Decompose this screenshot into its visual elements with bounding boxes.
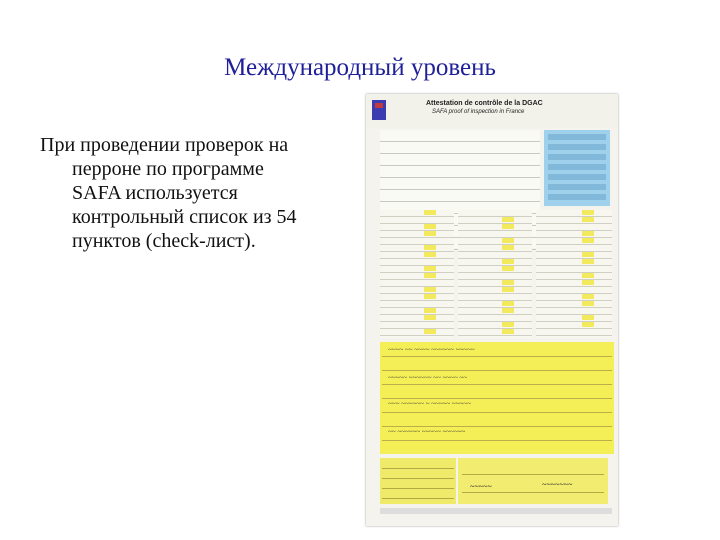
slide-body-text	[40, 133, 350, 253]
info-box-line	[548, 174, 606, 180]
checklist-row	[458, 308, 532, 315]
checklist-row	[458, 224, 532, 231]
checklist-row	[458, 329, 532, 336]
info-row	[380, 142, 540, 154]
footer-line	[462, 492, 604, 493]
info-row	[380, 166, 540, 178]
checklist-row	[380, 231, 454, 238]
checklist-row	[380, 280, 454, 287]
checklist-row	[380, 315, 454, 322]
handwritten-remark: ~~~~~ ~~~~~~ ~~ ~~~~ ~~	[388, 374, 467, 382]
checklist-mark	[424, 224, 436, 229]
checklist-column	[536, 210, 612, 338]
checklist-mark	[582, 294, 594, 299]
checklist-row	[458, 266, 532, 273]
checklist-mark	[502, 238, 514, 243]
handwritten-remark: ~~~ ~~~~~~ ~ ~~~~~ ~~~~~	[388, 400, 471, 408]
checklist-mark	[502, 322, 514, 327]
checklist-mark	[582, 322, 594, 327]
checklist-mark	[424, 245, 436, 250]
checklist-mark	[502, 308, 514, 313]
signature-block	[458, 458, 608, 504]
info-box-line	[548, 164, 606, 170]
signature-mark: ~~~~~~~	[542, 480, 573, 489]
remark-line	[382, 398, 612, 399]
checklist-mark	[502, 259, 514, 264]
remark-line	[382, 412, 612, 413]
remark-line	[382, 370, 612, 371]
checklist-row	[458, 273, 532, 280]
checklist-mark	[424, 252, 436, 257]
info-box-line	[548, 194, 606, 200]
form-header	[366, 94, 618, 128]
body-line-1: При проведении проверок на	[40, 134, 289, 156]
checklist-row	[536, 217, 612, 224]
checklist-row	[536, 245, 612, 252]
checklist-row	[458, 315, 532, 322]
checklist-mark	[502, 245, 514, 250]
checklist-row	[536, 210, 612, 217]
checklist-row	[458, 280, 532, 287]
checklist-mark	[424, 308, 436, 313]
checklist-row	[380, 322, 454, 329]
checklist-mark	[582, 273, 594, 278]
footer-line	[382, 468, 454, 469]
checklist-row	[458, 301, 532, 308]
checklist-row	[458, 210, 532, 217]
info-row	[380, 190, 540, 202]
checklist-row	[458, 287, 532, 294]
checklist-row	[536, 266, 612, 273]
inspection-info-box	[544, 130, 610, 206]
footer-line	[382, 478, 454, 479]
checklist-row	[536, 294, 612, 301]
checklist-row	[536, 301, 612, 308]
footer-line	[382, 488, 454, 489]
checklist-row	[536, 280, 612, 287]
remark-line	[382, 440, 612, 441]
body-line-4: контрольный список из 54	[72, 206, 297, 228]
checklist-mark	[424, 210, 436, 215]
checklist-row	[380, 217, 454, 224]
checklist-row	[536, 308, 612, 315]
remark-line	[382, 356, 612, 357]
checklist-row	[458, 238, 532, 245]
checklist-row	[380, 224, 454, 231]
checklist-row	[458, 252, 532, 259]
info-box-line	[548, 184, 606, 190]
checklist-mark	[502, 217, 514, 222]
handwritten-remark: ~~~~ ~~ ~~~~ ~~~~~~ ~~~~~	[388, 346, 475, 354]
checklist-row	[458, 322, 532, 329]
checklist-mark	[502, 301, 514, 306]
slide-title: Международный уровень	[224, 54, 496, 81]
checklist-column	[380, 210, 454, 338]
checklist-row	[380, 252, 454, 259]
info-row	[380, 130, 540, 142]
checklist-mark	[424, 273, 436, 278]
checklist-row	[536, 287, 612, 294]
checklist-row	[380, 273, 454, 280]
signature-mark: ~~~~~	[470, 482, 492, 491]
remark-line	[382, 426, 612, 427]
checklist-mark	[502, 224, 514, 229]
footer-line	[382, 498, 454, 499]
checklist-mark	[582, 252, 594, 257]
checklist-mark	[502, 280, 514, 285]
form-subtitle: SAFA proof of inspection in France	[432, 109, 525, 115]
checklist-mark	[582, 280, 594, 285]
checklist-row	[458, 245, 532, 252]
checklist-row	[536, 224, 612, 231]
checklist-row	[380, 294, 454, 301]
checklist-row	[536, 273, 612, 280]
checklist-mark	[582, 301, 594, 306]
checklist-row	[380, 266, 454, 273]
checklist-row	[458, 217, 532, 224]
logo-flag-icon	[375, 103, 383, 108]
checklist-mark	[424, 287, 436, 292]
remark-line	[382, 384, 612, 385]
checklist-mark	[582, 238, 594, 243]
form-title: Attestation de contrôle de la DGAC	[426, 100, 543, 107]
checklist-row	[536, 315, 612, 322]
remarks-section	[380, 342, 614, 454]
info-box-line	[548, 134, 606, 140]
checklist-columns	[380, 210, 612, 340]
checklist-row	[380, 301, 454, 308]
body-line-3: SAFA используется	[72, 182, 238, 204]
checklist-row	[380, 287, 454, 294]
checklist-row	[458, 294, 532, 301]
checklist-mark	[582, 259, 594, 264]
checklist-row	[380, 308, 454, 315]
checklist-row	[536, 238, 612, 245]
checklist-row	[380, 329, 454, 336]
checklist-mark	[582, 315, 594, 320]
checklist-mark	[424, 231, 436, 236]
checklist-mark	[424, 329, 436, 334]
body-line-2: перроне по программе	[72, 158, 264, 180]
checklist-mark	[424, 315, 436, 320]
safa-checklist-form-image	[366, 94, 618, 526]
checklist-row	[458, 231, 532, 238]
footer-line	[462, 474, 604, 475]
checklist-mark	[582, 217, 594, 222]
checklist-row	[536, 329, 612, 336]
form-footer-strip	[380, 508, 612, 514]
info-box-line	[548, 154, 606, 160]
body-line-5: пунктов (check-лист).	[72, 230, 256, 252]
result-checkboxes	[380, 458, 456, 504]
checklist-mark	[502, 266, 514, 271]
checklist-row	[536, 322, 612, 329]
checklist-row	[536, 259, 612, 266]
info-row	[380, 178, 540, 190]
checklist-row	[536, 252, 612, 259]
checklist-row	[380, 245, 454, 252]
checklist-row	[458, 259, 532, 266]
checklist-mark	[424, 266, 436, 271]
checklist-mark	[502, 329, 514, 334]
info-row	[380, 154, 540, 166]
checklist-mark	[582, 210, 594, 215]
checklist-mark	[424, 294, 436, 299]
info-box-line	[548, 144, 606, 150]
checklist-column	[458, 210, 532, 338]
checklist-row	[380, 238, 454, 245]
checklist-row	[380, 259, 454, 266]
handwritten-remark: ~~ ~~~~~~ ~~~~~ ~~~~~~	[388, 428, 466, 436]
checklist-row	[380, 210, 454, 217]
checklist-mark	[582, 231, 594, 236]
checklist-row	[536, 231, 612, 238]
checklist-mark	[502, 287, 514, 292]
